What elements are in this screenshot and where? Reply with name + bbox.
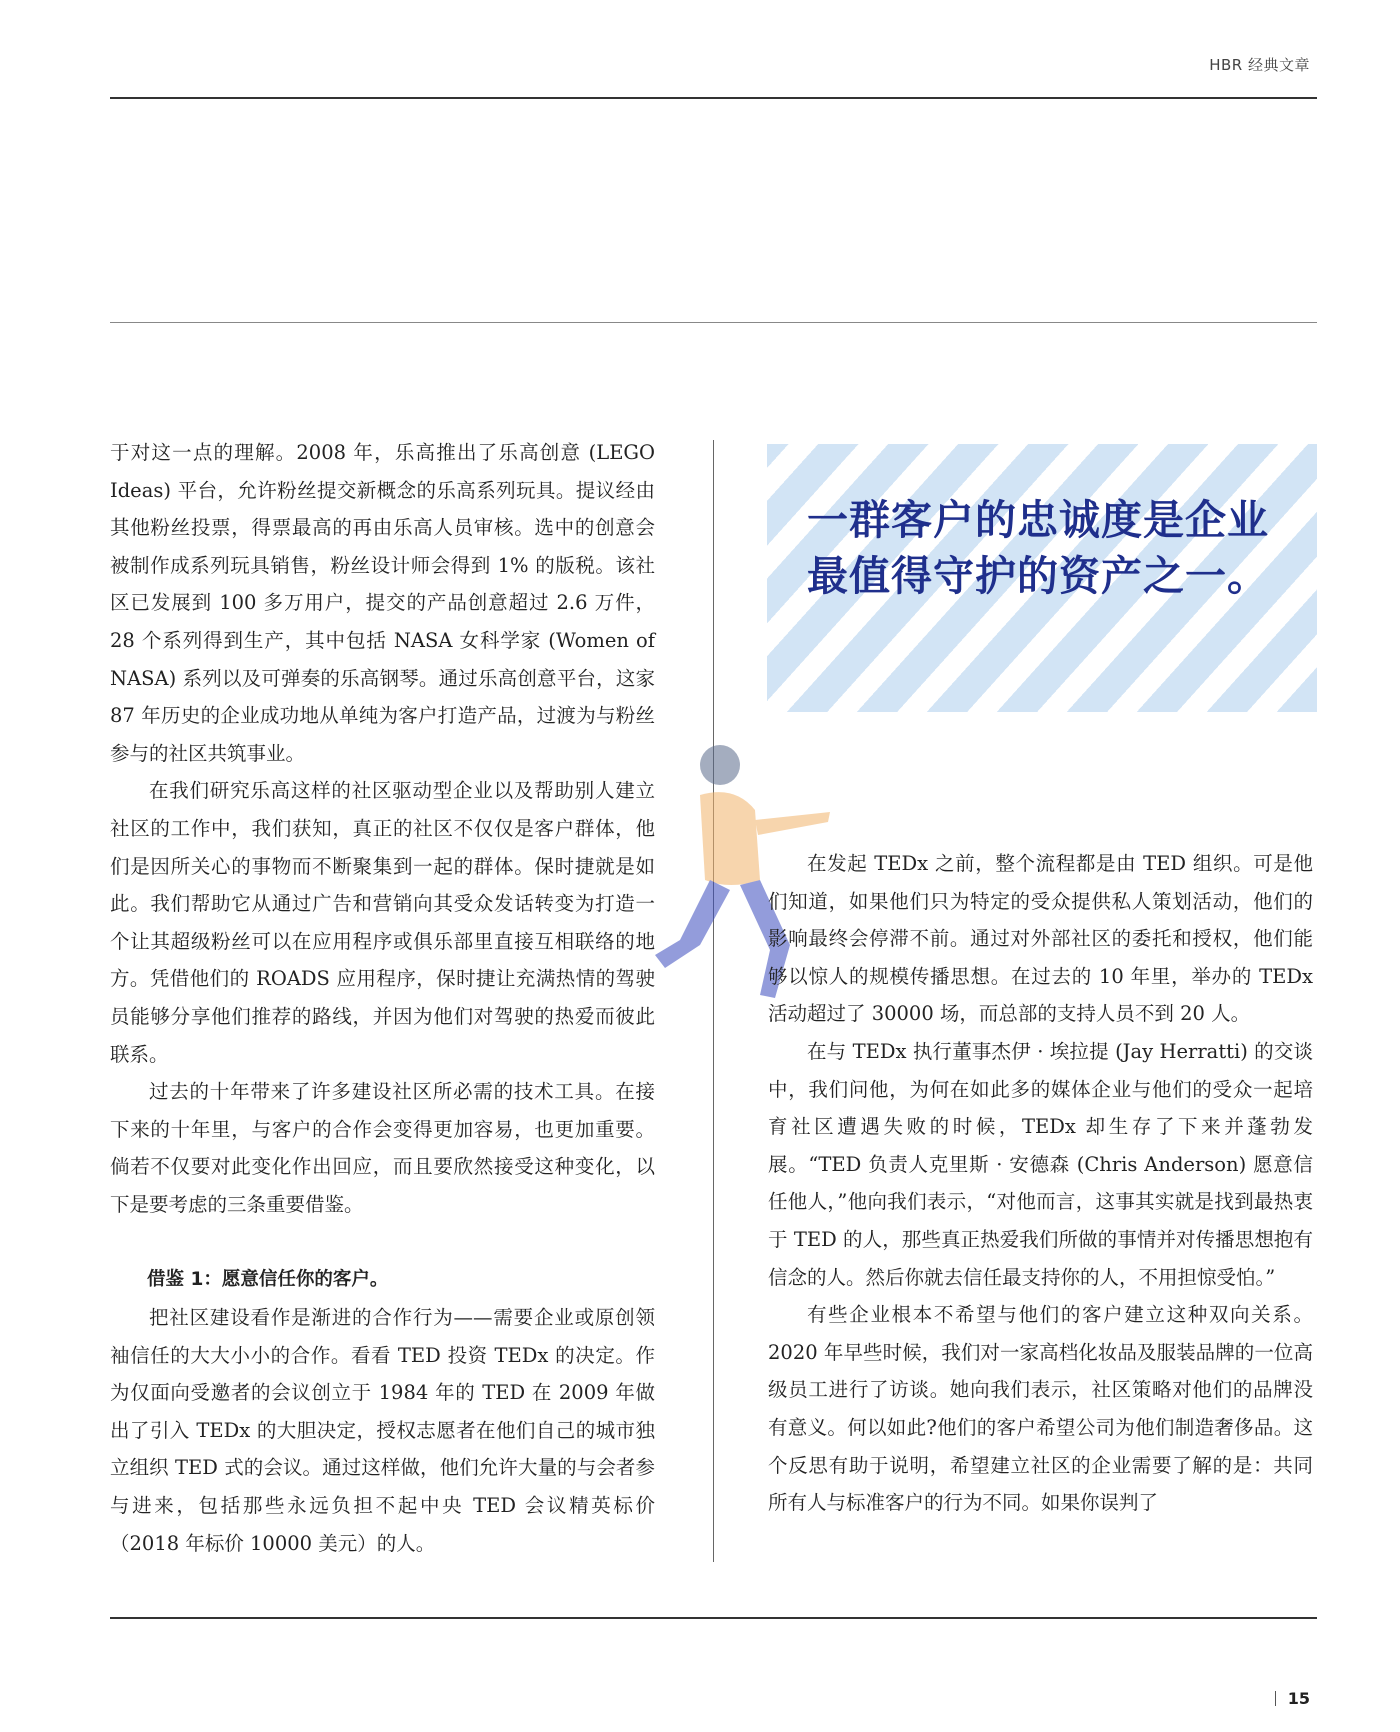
running-header: HBR 经典文章 [1209,56,1310,74]
pull-quote [767,444,1317,712]
page-number-value: 15 [1287,1689,1310,1708]
column-divider [713,440,714,1562]
pull-quote-text: 一群客户的忠诚度是企业最值得守护的资产之一。 [807,496,1269,600]
paragraph: 把社区建设看作是渐进的合作行为——需要企业或原创领袖信任的大大小小的合作。看看 TED 投资 TEDx 的决定。作为仅面向受邀者的会议创立于 1984 年的 TED 在 2009 年做出了引入 TEDx 的大胆决定，授权志愿者在他们自己的城市独立组织 TED 式的会议。通过这样做，他们允许大量的与会者参与进来，包括那些永远负担不起中央 TED 会议精英标价（2018 年标价 10000 美元）的人。 [110,1306,655,1555]
paragraph: 有些企业根本不希望与他们的客户建立这种双向关系。2020 年早些时候，我们对一家高档化妆品及服装品牌的一位高级员工进行了访谈。她向我们表示，社区策略对他们的品牌没有意义。何以如此?他们的客户希望公司为他们制造奢侈品。这个反思有助于说明，希望建立社区的企业需要了解的是：共同所有人与标准客户的行为不同。如果你误判了 [768,1303,1313,1515]
paragraph: 在发起 TEDx 之前，整个流程都是由 TED 组织。可是他们知道，如果他们只为特定的受众提供私人策划活动，他们的影响最终会停滞不前。通过对外部社区的委托和授权，他们能够以惊人的规模传播思想。在过去的 10 年里，举办的 TEDx 活动超过了 30000 场，而总部的支持人员不到 20 人。 [768,852,1313,1026]
paragraph: 在与 TEDx 执行董事杰伊 · 埃拉提 (Jay Herratti) 的交谈中，我们问他，为何在如此多的媒体企业与他们的受众一起培育社区遭遇失败的时候，TEDx 却生存了下来并蓬勃发展。“TED 负责人克里斯 · 安德森 (Chris Anderson) 愿意信任他人，”他向我们表示，“对他而言，这事其实就是找到最热衷于 TED 的人，那些真正热爱我们所做的事情并对传播思想抱有信念的人。然后你就去信任最支持你的人，不用担惊受怕。” [768,1039,1313,1289]
subheading: 借鉴 1：愿意信任你的客户。 [147,1269,389,1291]
right-column [768,845,1313,1522]
section-rule [110,322,1317,323]
page-number [1275,1689,1310,1708]
page-number-separator [1275,1691,1276,1706]
paragraph: 在我们研究乐高这样的社区驱动型企业以及帮助别人建立社区的工作中，我们获知，真正的社区不仅仅是客户群体，他们是因所关心的事物而不断聚集到一起的群体。保时捷就是如此。我们帮助它从通过广告和营销向其受众发话转变为打造一个让其超级粉丝可以在应用程序或俱乐部里直接互相联络的地方。凭借他们的 ROADS 应用程序，保时捷让充满热情的驾驶员能够分享他们推荐的路线，并因为他们对驾驶的热爱而彼此联系。 [110,779,655,1066]
paragraph: 于对这一点的理解。2008 年，乐高推出了乐高创意 (LEGO Ideas) 平台，允许粉丝提交新概念的乐高系列玩具。提议经由其他粉丝投票，得票最高的再由乐高人员审核。选中的创意会被制作成系列玩具销售，粉丝设计师会得到 1% 的版税。该社区已发展到 100 多万用户，提交的产品创意超过 2.6 万件，28 个系列得到生产，其中包括 NASA 女科学家 (Women of NASA) 系列以及可弹奏的乐高钢琴。通过乐高创意平台，这家 87 年历史的企业成功地从单纯为客户打造产品，过渡为与粉丝参与的社区共筑事业。 [110,441,655,765]
top-rule [110,97,1317,99]
bottom-rule [110,1617,1317,1619]
paragraph: 过去的十年带来了许多建设社区所必需的技术工具。在接下来的十年里，与客户的合作会变得更加容易，也更加重要。倘若不仅要对此变化作出回应，而且要欣然接受这种变化，以下是要考虑的三条重要借鉴。 [110,1080,655,1216]
left-column [110,434,655,1562]
